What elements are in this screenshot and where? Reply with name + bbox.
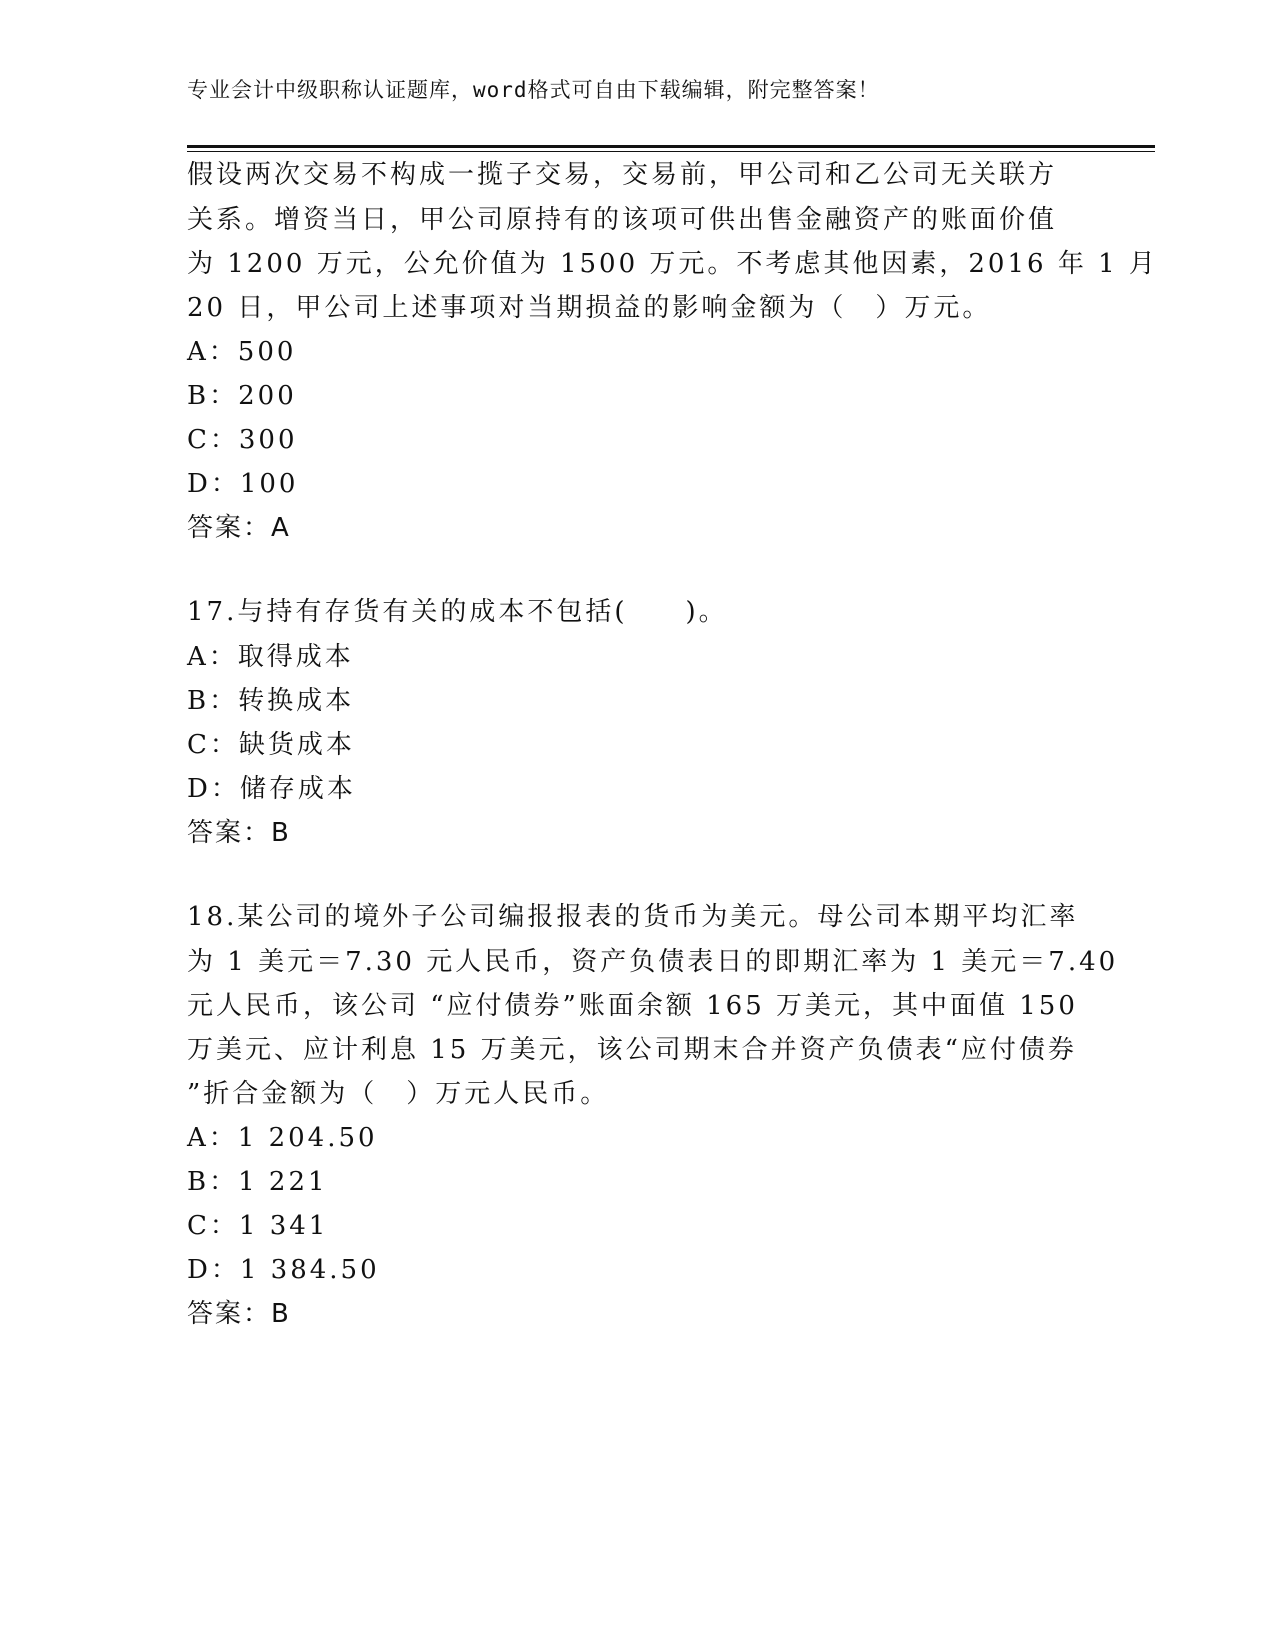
- q17-stem-line: 17.与持有存货有关的成本不包括( )。: [187, 597, 728, 627]
- q18-stem-line: 18.某公司的境外子公司编报报表的货币为美元。母公司本期平均汇率: [187, 902, 1079, 932]
- q17-option-d: D：储存成本: [187, 774, 356, 804]
- q18-option-a: A：1 204.50: [187, 1123, 378, 1153]
- q18-stem-line: 为 1 美元＝7.30 元人民币，资产负债表日的即期汇率为 1 美元＝7.40: [187, 947, 1119, 977]
- q16-option-a: A：500: [187, 337, 297, 367]
- q18-option-d: D：1 384.50: [187, 1255, 380, 1285]
- q18-stem-line: 元人民币，该公司 “应付债券”账面余额 165 万美元，其中面值 150: [187, 991, 1078, 1021]
- header-rule-thick: [187, 145, 1155, 148]
- q17-answer: 答案：B: [187, 818, 291, 848]
- q16-option-d: D：100: [187, 469, 299, 499]
- q16-stem-line: 为 1200 万元，公允价值为 1500 万元。不考虑其他因素，2016 年 1 月: [187, 249, 1158, 279]
- q18-stem-line: 万美元、应计利息 15 万美元，该公司期末合并资产负债表“应付债券: [187, 1035, 1077, 1065]
- q18-stem-line: ”折合金额为（ ）万元人民币。: [187, 1079, 610, 1109]
- q16-stem-line: 关系。增资当日，甲公司原持有的该项可供出售金融资产的账面价值: [187, 205, 1058, 235]
- q16-option-c: C：300: [187, 425, 298, 455]
- q17-option-b: B：转换成本: [187, 686, 355, 716]
- q18-option-b: B：1 221: [187, 1167, 328, 1197]
- q18-answer: 答案：B: [187, 1299, 291, 1329]
- q16-option-b: B：200: [187, 381, 297, 411]
- q17-option-c: C：缺货成本: [187, 730, 355, 760]
- page-header: 专业会计中级职称认证题库，word格式可自由下载编辑，附完整答案！: [187, 78, 880, 102]
- q16-answer: 答案：A: [187, 513, 291, 543]
- q16-stem-line: 假设两次交易不构成一揽子交易，交易前，甲公司和乙公司无关联方: [187, 160, 1058, 190]
- q18-option-c: C：1 341: [187, 1211, 329, 1241]
- q16-stem-line: 20 日，甲公司上述事项对当期损益的影响金额为（ ）万元。: [187, 293, 992, 323]
- q17-option-a: A：取得成本: [187, 642, 354, 672]
